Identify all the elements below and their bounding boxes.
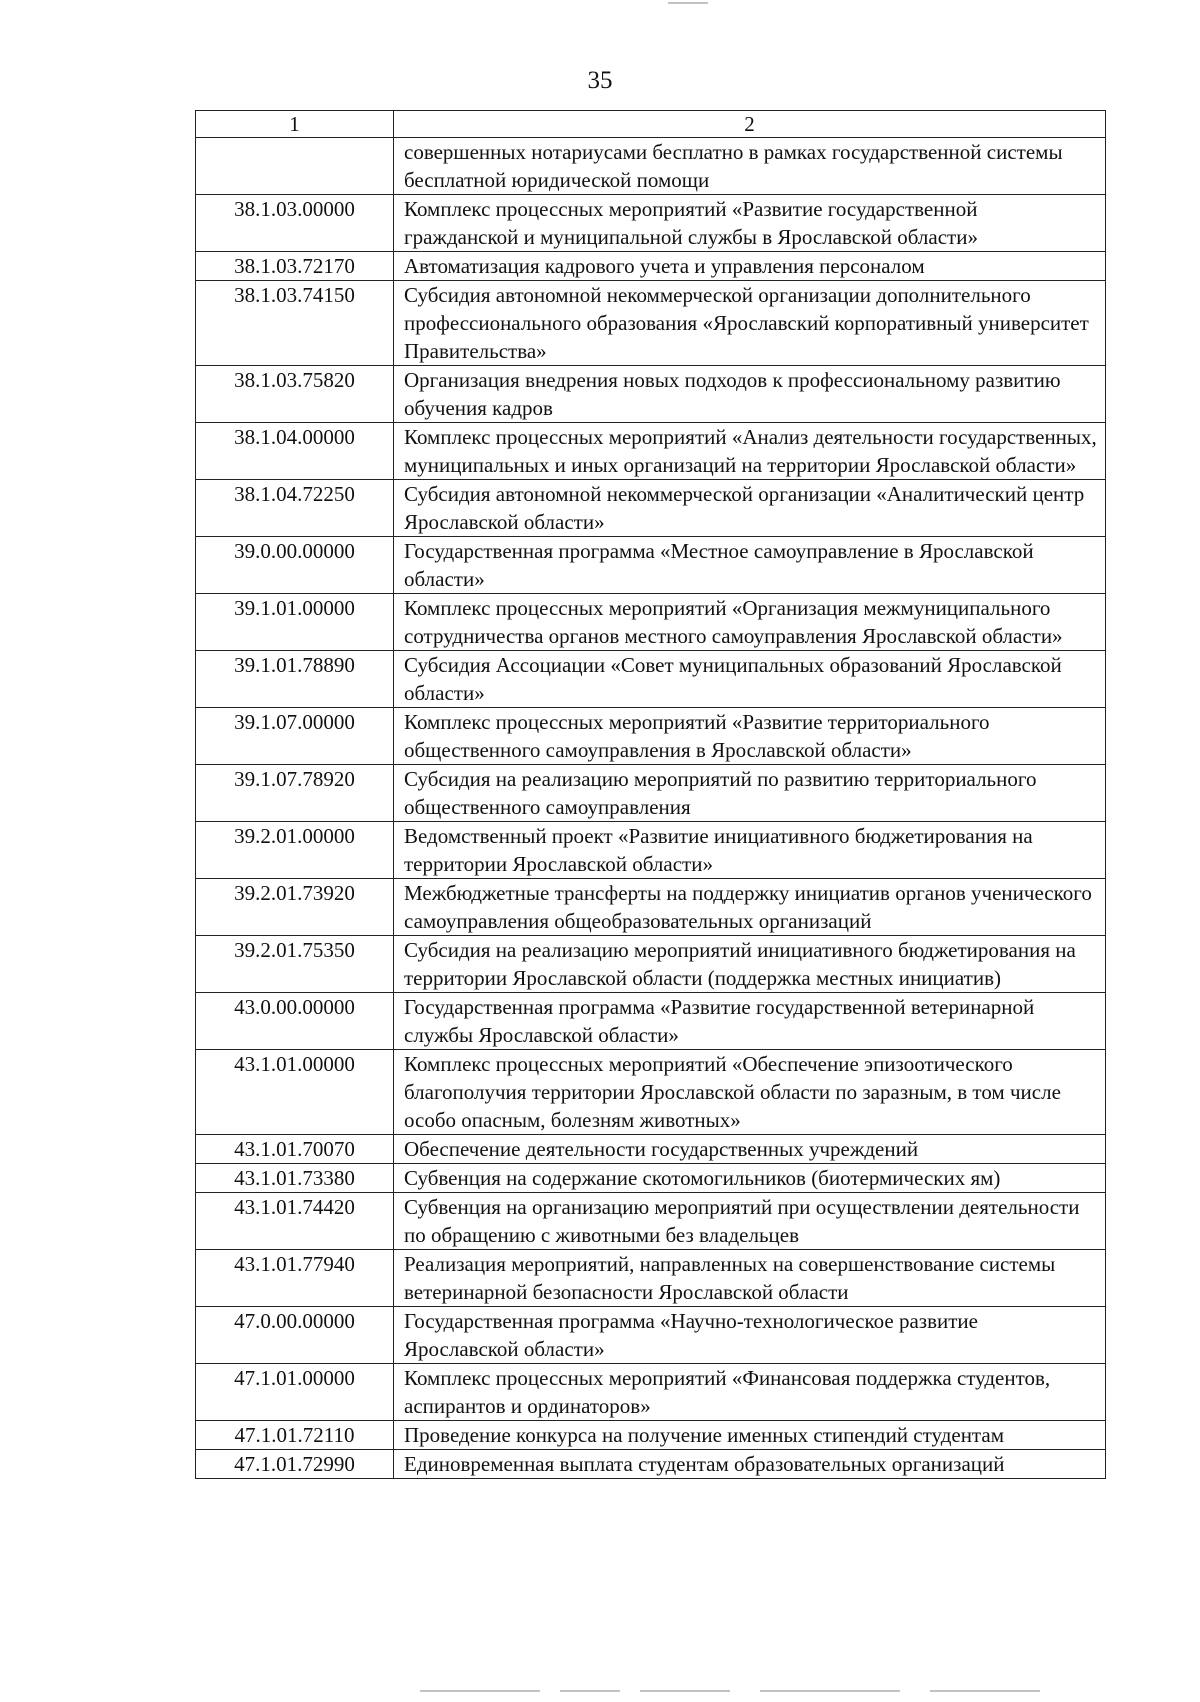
description-cell: Комплекс процессных мероприятий «Развитие территориального общественного самоуправления в Ярославской области» (394, 708, 1106, 765)
description-cell: Субвенция на содержание скотомогильников (биотермических ям) (394, 1164, 1106, 1193)
table-row (196, 252, 1106, 281)
budget-code-cell: 43.1.01.73380 (196, 1164, 394, 1193)
budget-code-table (195, 110, 1106, 1479)
budget-code-cell: 38.1.03.00000 (196, 195, 394, 252)
scan-artifact-bottom (930, 1690, 1040, 1692)
budget-code-cell: 39.1.07.00000 (196, 708, 394, 765)
table-row (196, 1450, 1106, 1479)
description-cell: Межбюджетные трансферты на поддержку инициатив органов ученического самоуправления общеобразовательных организаций (394, 879, 1106, 936)
table-row (196, 651, 1106, 708)
table-row (196, 1135, 1106, 1164)
budget-code-cell: 39.2.01.00000 (196, 822, 394, 879)
table-row (196, 936, 1106, 993)
table-row (196, 765, 1106, 822)
budget-code-cell: 39.0.00.00000 (196, 537, 394, 594)
table-row (196, 480, 1106, 537)
budget-code-cell: 47.0.00.00000 (196, 1307, 394, 1364)
description-cell: Организация внедрения новых подходов к профессиональному развитию обучения кадров (394, 366, 1106, 423)
budget-code-cell: 43.1.01.70070 (196, 1135, 394, 1164)
table-row (196, 1050, 1106, 1135)
budget-code-cell: 47.1.01.72990 (196, 1450, 394, 1479)
budget-code-cell: 39.2.01.73920 (196, 879, 394, 936)
budget-code-cell: 47.1.01.72110 (196, 1421, 394, 1450)
budget-code-cell: 39.1.01.00000 (196, 594, 394, 651)
budget-code-cell: 38.1.03.75820 (196, 366, 394, 423)
description-cell: Субсидия на реализацию мероприятий по развитию территориального общественного самоуправления (394, 765, 1106, 822)
description-cell: Проведение конкурса на получение именных стипендий студентам (394, 1421, 1106, 1450)
table-row (196, 708, 1106, 765)
description-cell: Комплекс процессных мероприятий «Финансовая поддержка студентов, аспирантов и ординаторов» (394, 1364, 1106, 1421)
description-cell: Единовременная выплата студентам образовательных организаций (394, 1450, 1106, 1479)
description-cell: совершенных нотариусами бесплатно в рамках государственной системы бесплатной юридической помощи (394, 138, 1106, 195)
table-row (196, 594, 1106, 651)
budget-code-cell: 43.1.01.74420 (196, 1193, 394, 1250)
column-header-1: 1 (196, 111, 394, 138)
description-cell: Государственная программа «Развитие государственной ветеринарной службы Ярославской области» (394, 993, 1106, 1050)
table-row (196, 366, 1106, 423)
description-cell: Комплекс процессных мероприятий «Анализ деятельности государственных, муниципальных и иных организаций на территории Ярославской области» (394, 423, 1106, 480)
description-cell: Субсидия Ассоциации «Совет муниципальных образований Ярославской области» (394, 651, 1106, 708)
budget-code-cell: 38.1.03.72170 (196, 252, 394, 281)
table-row (196, 281, 1106, 366)
column-header-2: 2 (394, 111, 1106, 138)
budget-code-cell: 38.1.03.74150 (196, 281, 394, 366)
table-body (196, 138, 1106, 1479)
table-row (196, 1307, 1106, 1364)
description-cell: Субсидия автономной некоммерческой организации «Аналитический центр Ярославской области» (394, 480, 1106, 537)
scan-artifact-bottom (560, 1690, 620, 1692)
table-row (196, 1250, 1106, 1307)
budget-code-cell: 38.1.04.72250 (196, 480, 394, 537)
description-cell: Комплекс процессных мероприятий «Обеспечение эпизоотического благополучия территории Ярославской области по заразным, в том числе особо опасным, болезням животных» (394, 1050, 1106, 1135)
budget-code-cell: 38.1.04.00000 (196, 423, 394, 480)
scan-artifact-top (668, 2, 708, 4)
scan-artifact-bottom (640, 1690, 730, 1692)
table-row (196, 822, 1106, 879)
budget-code-cell: 43.1.01.00000 (196, 1050, 394, 1135)
table-row (196, 1421, 1106, 1450)
description-cell: Государственная программа «Научно-технологическое развитие Ярославской области» (394, 1307, 1106, 1364)
table-row (196, 1364, 1106, 1421)
budget-code-cell: 43.0.00.00000 (196, 993, 394, 1050)
table-row (196, 993, 1106, 1050)
budget-code-cell: 39.2.01.75350 (196, 936, 394, 993)
table-row (196, 195, 1106, 252)
description-cell: Ведомственный проект «Развитие инициативного бюджетирования на территории Ярославской области» (394, 822, 1106, 879)
table-row (196, 1193, 1106, 1250)
table-row (196, 537, 1106, 594)
table-row (196, 1164, 1106, 1193)
budget-code-cell: 47.1.01.00000 (196, 1364, 394, 1421)
description-cell: Комплекс процессных мероприятий «Развитие государственной гражданской и муниципальной службы в Ярославской области» (394, 195, 1106, 252)
description-cell: Реализация мероприятий, направленных на совершенствование системы ветеринарной безопасности Ярославской области (394, 1250, 1106, 1307)
page-number: 35 (587, 67, 613, 94)
table-row (196, 423, 1106, 480)
description-cell: Субсидия на реализацию мероприятий инициативного бюджетирования на территории Ярославской области (поддержка местных инициатив) (394, 936, 1106, 993)
budget-code-cell: 39.1.07.78920 (196, 765, 394, 822)
description-cell: Государственная программа «Местное самоуправление в Ярославской области» (394, 537, 1106, 594)
table-header-row (196, 111, 1106, 138)
scan-artifact-bottom (420, 1690, 540, 1692)
description-cell: Субвенция на организацию мероприятий при осуществлении деятельности по обращению с животными без владельцев (394, 1193, 1106, 1250)
description-cell: Обеспечение деятельности государственных учреждений (394, 1135, 1106, 1164)
description-cell: Субсидия автономной некоммерческой организации дополнительного профессионального образования «Ярославский корпоративный университет Правительства» (394, 281, 1106, 366)
description-cell: Автоматизация кадрового учета и управления персоналом (394, 252, 1106, 281)
budget-code-cell: 43.1.01.77940 (196, 1250, 394, 1307)
budget-code-cell: 39.1.01.78890 (196, 651, 394, 708)
table-row (196, 138, 1106, 195)
description-cell: Комплекс процессных мероприятий «Организация межмуниципального сотрудничества органов местного самоуправления Ярославской области» (394, 594, 1106, 651)
scan-artifact-bottom (760, 1690, 900, 1692)
table-row (196, 879, 1106, 936)
budget-code-cell (196, 138, 394, 195)
